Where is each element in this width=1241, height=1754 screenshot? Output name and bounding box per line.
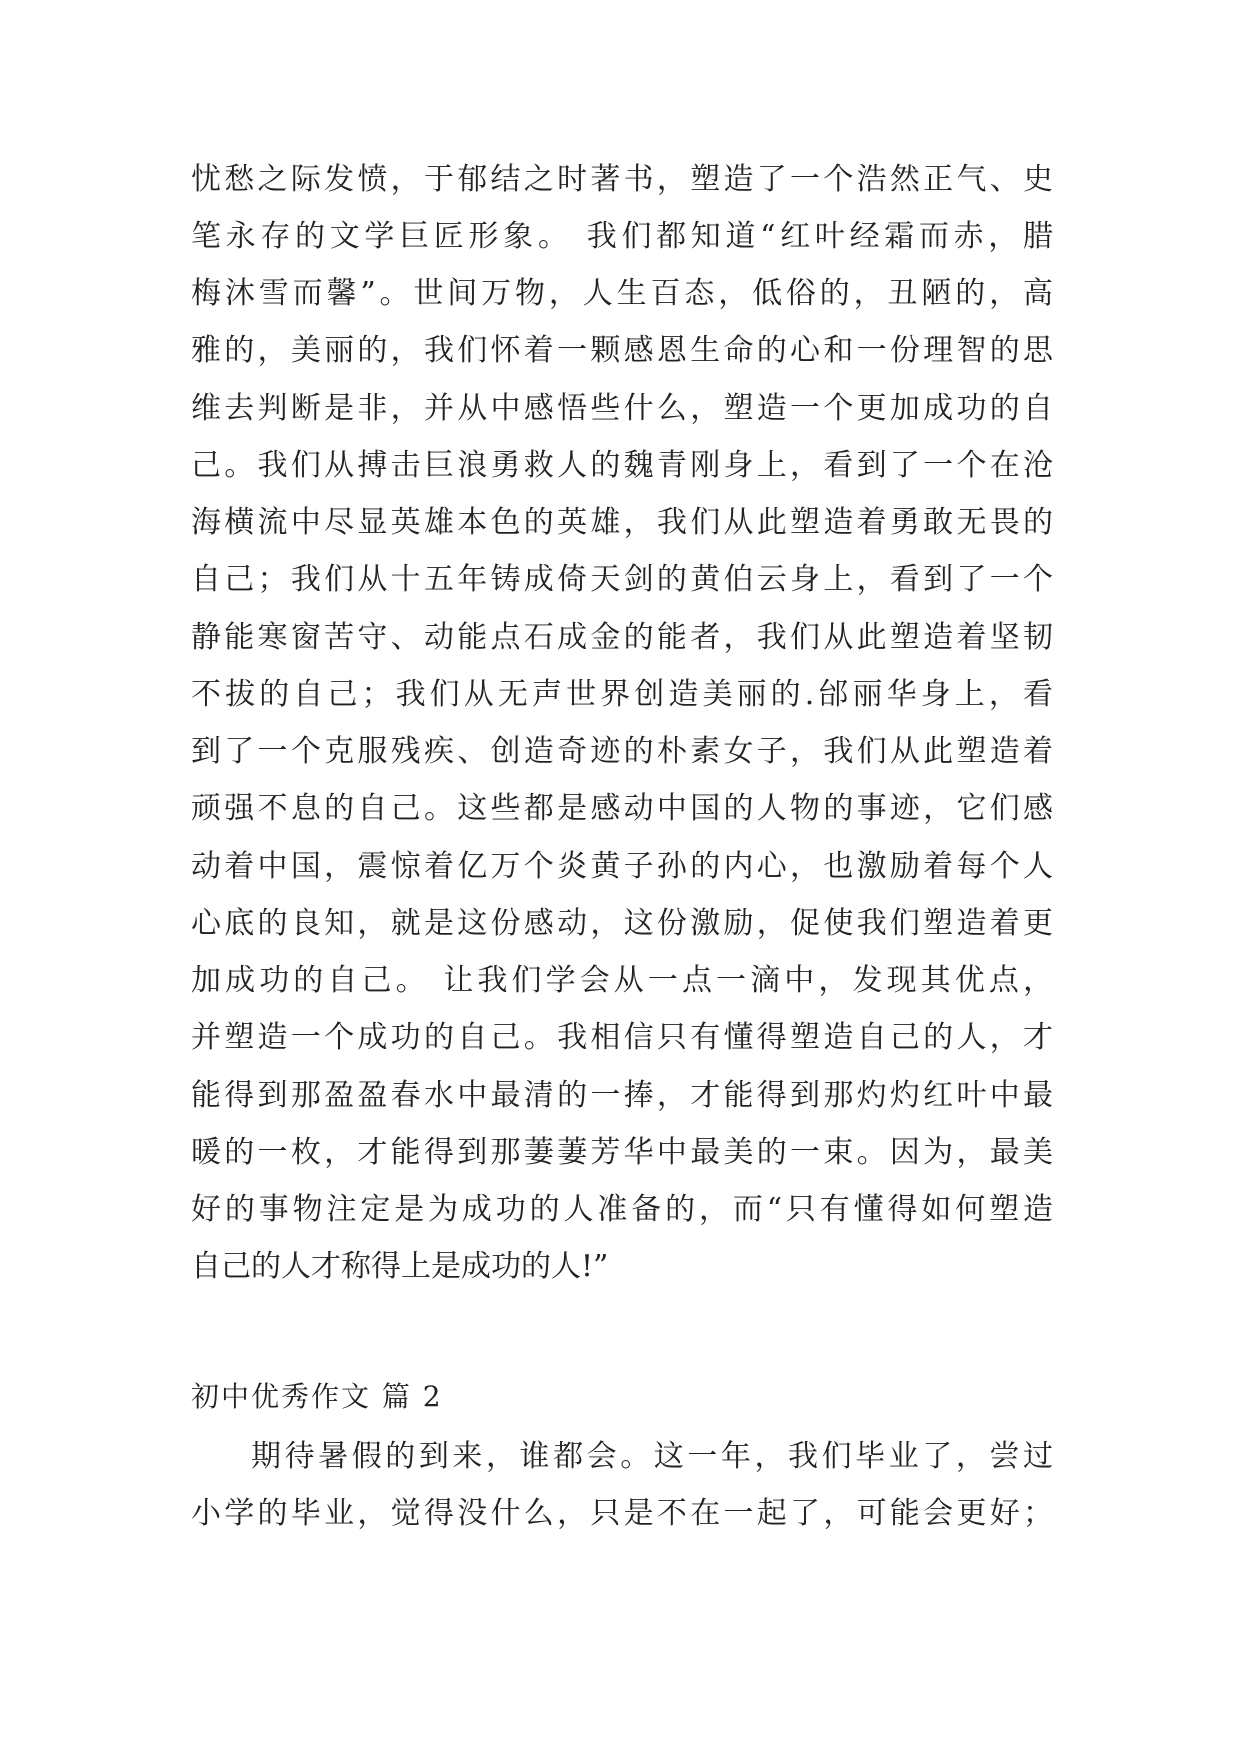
text-line: 并塑造一个成功的自己。我相信只有懂得塑造自己的人，才 [191,1020,1053,1055]
text-line: 自己；我们从十五年铸成倚天剑的黄伯云身上，看到了一个 [191,562,1053,597]
text-line: 加成功的自己。 让我们学会从一点一滴中，发现其优点， [191,963,1053,998]
text-line: 动着中国，震惊着亿万个炎黄子孙的内心，也激励着每个人 [191,849,1053,884]
text-line: 忧愁之际发愤，于郁结之时著书，塑造了一个浩然正气、史 [191,162,1053,197]
text-line: 己。我们从搏击巨浪勇救人的魏青刚身上，看到了一个在沧 [191,448,1053,483]
text-line: 到了一个克服残疾、创造奇迹的朴素女子，我们从此塑造着 [191,734,1053,769]
text-line: 顽强不息的自己。这些都是感动中国的人物的事迹，它们感 [191,791,1053,826]
text-line: 期待暑假的到来，谁都会。这一年，我们毕业了，尝过 [251,1439,1053,1474]
text-line: 暖的一枚，才能得到那萋萋芳华中最美的一束。因为，最美 [191,1135,1053,1170]
text-line: 笔永存的文学巨匠形象。 我们都知道“红叶经霜而赤，腊 [191,219,1053,254]
text-line: 海横流中尽显英雄本色的英雄，我们从此塑造着勇敢无畏的 [191,505,1053,540]
text-line: 不拔的自己；我们从无声世界创造美丽的.邰丽华身上，看 [191,677,1053,712]
text-line: 维去判断是非，并从中感悟些什么，塑造一个更加成功的自 [191,391,1053,426]
text-line: 小学的毕业，觉得没什么，只是不在一起了，可能会更好； [191,1496,1053,1531]
text-line: 能得到那盈盈春水中最清的一捧，才能得到那灼灼红叶中最 [191,1078,1053,1113]
text-line: 梅沐雪而馨”。世间万物，人生百态，低俗的，丑陋的，高 [191,276,1053,311]
text-line: 好的事物注定是为成功的人准备的，而“只有懂得如何塑造 [191,1192,1053,1227]
section-heading: 初中优秀作文 篇 2 [191,1380,443,1413]
text-line: 心底的良知，就是这份感动，这份激励，促使我们塑造着更 [191,906,1053,941]
text-line: 自己的人才称得上是成功的人!” [191,1249,609,1284]
text-line: 雅的，美丽的，我们怀着一颗感恩生命的心和一份理智的思 [191,333,1053,368]
text-line: 静能寒窗苦守、动能点石成金的能者，我们从此塑造着坚韧 [191,620,1053,655]
